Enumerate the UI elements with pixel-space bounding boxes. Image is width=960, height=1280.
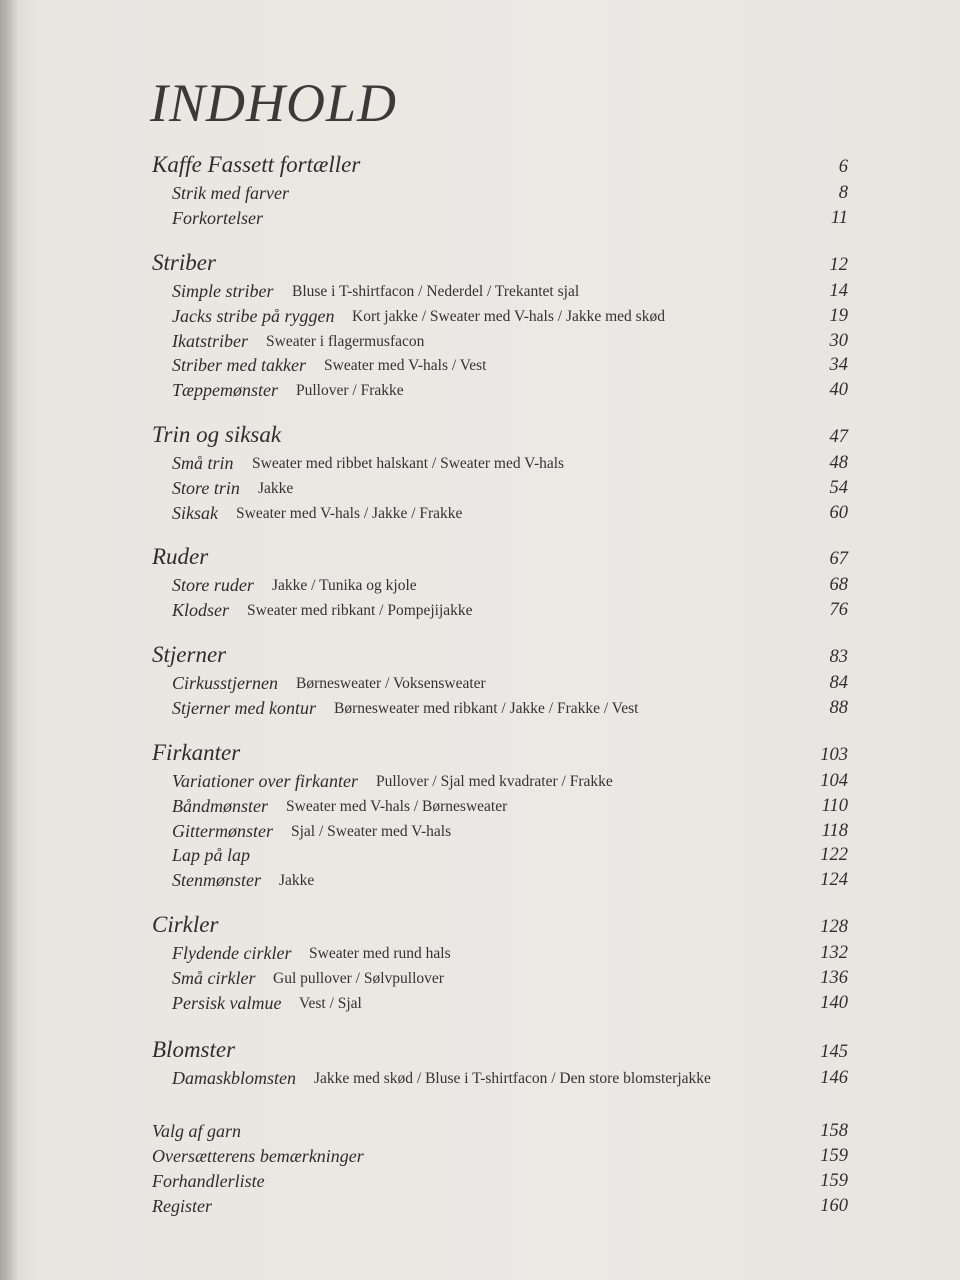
toc-section-page-number: 83 xyxy=(829,647,848,667)
toc-section-title: Firkanter xyxy=(152,740,241,765)
toc-entry xyxy=(0,1063,960,1089)
toc-entry xyxy=(0,988,960,1014)
toc-entry-title: Flydende cirkler xyxy=(172,943,292,963)
page-title: INDHOLD xyxy=(150,73,398,133)
toc-appendix-page-number: 159 xyxy=(820,1146,848,1166)
toc-entry-page-number: 110 xyxy=(821,795,848,816)
toc-entry xyxy=(0,276,960,302)
toc-section-title: Ruder xyxy=(152,544,209,569)
toc-appendix xyxy=(0,1166,960,1192)
toc-entry-page-number: 122 xyxy=(820,845,848,866)
toc-entry-page-number: 76 xyxy=(829,599,848,620)
toc-entry xyxy=(0,326,960,352)
toc-entry-patterns: Sweater med rund hals xyxy=(309,945,451,962)
toc-appendix xyxy=(0,1191,960,1217)
toc-section-title: Trin og siksak xyxy=(152,422,282,447)
toc-entry xyxy=(0,473,960,499)
toc-section-page-number: 67 xyxy=(829,549,848,569)
toc-entry-patterns: Børnesweater med ribkant / Jakke / Frakke / Vest xyxy=(334,699,639,717)
toc-appendix-title: Forhandlerliste xyxy=(152,1171,265,1191)
toc-entry-patterns: Vest / Sjal xyxy=(299,994,362,1012)
toc-entry xyxy=(0,178,960,204)
toc-entry-patterns: Sweater med V-hals / Børnesweater xyxy=(286,797,508,815)
toc-section xyxy=(0,544,960,570)
toc-entry xyxy=(0,668,960,694)
toc-section-title: Blomster xyxy=(152,1037,236,1062)
toc-section-title: Kaffe Fassett fortæller xyxy=(152,152,361,177)
toc-entry-page-number: 30 xyxy=(829,330,848,351)
toc-entry-page-number: 140 xyxy=(820,992,848,1013)
toc-entry-patterns: Jakke med skød / Bluse i T-shirtfacon / Den store blomsterjakke xyxy=(314,1070,711,1087)
toc-section-title: Cirkler xyxy=(152,912,219,937)
toc-entry-page-number: 146 xyxy=(820,1068,848,1088)
toc-section xyxy=(0,912,960,938)
toc-section-page-number: 47 xyxy=(829,427,848,447)
toc-entry-page-number: 34 xyxy=(829,355,848,376)
toc-entry-title: Simple striber xyxy=(172,281,274,301)
toc-entry-patterns: Sweater med V-hals / Jakke / Frakke xyxy=(236,504,463,522)
toc-entry xyxy=(0,963,960,989)
toc-entry-title: Variationer over firkanter xyxy=(172,771,358,791)
toc-entry-title: Tæppemønster xyxy=(172,380,279,401)
toc-entry-patterns: Børnesweater / Voksensweater xyxy=(296,675,486,692)
toc-entry-title: Stjerner med kontur xyxy=(172,697,316,718)
toc-appendix-title: Oversætterens bemærkninger xyxy=(152,1146,364,1166)
toc-section xyxy=(0,422,960,448)
toc-entry xyxy=(0,350,960,376)
toc-appendix-page-number: 158 xyxy=(820,1121,848,1141)
toc-entry-patterns: Sweater i flagermusfacon xyxy=(266,332,425,350)
toc-entry-page-number: 48 xyxy=(829,453,848,473)
toc-section-page-number: 12 xyxy=(829,255,848,275)
toc-entry xyxy=(0,766,960,792)
toc-section xyxy=(0,740,960,766)
toc-section-page-number: 6 xyxy=(838,157,848,177)
toc-section-title: Stjerner xyxy=(152,642,227,667)
toc-entry-title: Store ruder xyxy=(172,575,254,595)
toc-section xyxy=(0,642,960,668)
toc-entry-patterns: Pullover / Frakke xyxy=(296,382,404,400)
toc-appendix-title: Valg af garn xyxy=(152,1121,242,1141)
toc-appendix xyxy=(0,1116,960,1142)
toc-appendix-page-number: 160 xyxy=(820,1196,848,1216)
toc-entry xyxy=(0,693,960,719)
toc-entry-patterns: Kort jakke / Sweater med V-hals / Jakke med skød xyxy=(352,307,665,325)
toc-section-page-number: 145 xyxy=(820,1042,848,1062)
toc-entry-page-number: 104 xyxy=(820,771,848,791)
toc-entry-title: Små trin xyxy=(172,453,234,473)
toc-entry-patterns: Jakke xyxy=(279,872,315,890)
toc-entry xyxy=(0,203,960,229)
toc-entry-title: Klodser xyxy=(172,599,230,620)
toc-entry-title: Damaskblomsten xyxy=(172,1068,296,1088)
toc-entry xyxy=(0,301,960,327)
toc-entry-page-number: 11 xyxy=(830,207,848,228)
toc-entry-patterns: Sjal / Sweater med V-hals xyxy=(291,822,452,840)
toc-entry xyxy=(0,840,960,866)
toc-section-page-number: 128 xyxy=(820,917,848,937)
toc-entry-page-number: 68 xyxy=(829,575,848,595)
toc-entry xyxy=(0,865,960,891)
toc-appendix-title: Register xyxy=(152,1196,212,1216)
toc-entry-title: Siksak xyxy=(172,502,218,523)
toc-entry-title: Persisk valmue xyxy=(172,992,282,1013)
toc-entry-title: Forkortelser xyxy=(172,207,263,228)
toc-appendix xyxy=(0,1141,960,1167)
toc-entry-title: Ikatstriber xyxy=(172,330,248,351)
toc-entry-page-number: 136 xyxy=(820,967,848,988)
toc-entry-page-number: 132 xyxy=(820,943,848,963)
toc-entry-patterns: Jakke / Tunika og kjole xyxy=(272,577,417,594)
toc-entry-title: Lap på lap xyxy=(172,845,251,866)
toc-entry-page-number: 84 xyxy=(829,673,848,693)
toc-entry-page-number: 40 xyxy=(829,380,848,401)
toc-entry-patterns: Sweater med V-hals / Vest xyxy=(324,357,487,375)
toc-section-page-number: 103 xyxy=(820,745,848,765)
toc-section-title: Striber xyxy=(152,250,216,275)
toc-entry xyxy=(0,791,960,817)
toc-section xyxy=(0,152,960,178)
toc-entry-patterns: Jakke xyxy=(258,479,294,497)
toc-entry-page-number: 60 xyxy=(829,502,848,523)
toc-entry xyxy=(0,448,960,474)
toc-entry-title: Små cirkler xyxy=(172,967,256,988)
toc-entry xyxy=(0,595,960,621)
toc-entry-page-number: 8 xyxy=(838,183,848,203)
toc-entry-patterns: Sweater med ribkant / Pompejijakke xyxy=(247,601,473,619)
toc-entry-title: Cirkusstjernen xyxy=(172,673,278,693)
toc-entry-patterns: Pullover / Sjal med kvadrater / Frakke xyxy=(376,773,613,790)
toc-entry-title: Jacks stribe på ryggen xyxy=(172,305,335,326)
toc-section xyxy=(0,250,960,276)
toc-section xyxy=(0,1037,960,1063)
toc-entry-page-number: 19 xyxy=(829,305,848,326)
toc-entry-title: Gittermønster xyxy=(172,820,273,841)
toc-entry-patterns: Bluse i T-shirtfacon / Nederdel / Trekantet sjal xyxy=(292,283,580,300)
toc-entry xyxy=(0,498,960,524)
toc-entry xyxy=(0,816,960,842)
toc-entry-title: Store trin xyxy=(172,477,240,498)
toc-entry-title: Strik med farver xyxy=(172,183,289,203)
toc-entry-page-number: 88 xyxy=(829,697,848,718)
toc-entry-page-number: 54 xyxy=(829,477,848,498)
toc-entry-patterns: Sweater med ribbet halskant / Sweater med V-hals xyxy=(252,455,565,472)
toc-entry-title: Stenmønster xyxy=(172,870,261,891)
toc-entry-page-number: 14 xyxy=(829,281,848,301)
toc-entry-patterns: Gul pullover / Sølvpullover xyxy=(273,969,444,987)
toc-entry-page-number: 118 xyxy=(821,820,848,841)
toc-entry-title: Striber med takker xyxy=(172,355,306,376)
toc-entry-title: Båndmønster xyxy=(172,795,268,816)
toc-appendix-page-number: 159 xyxy=(820,1171,848,1191)
toc-entry xyxy=(0,570,960,596)
toc-entry xyxy=(0,375,960,401)
toc-entry xyxy=(0,938,960,964)
toc-entry-page-number: 124 xyxy=(820,870,848,891)
